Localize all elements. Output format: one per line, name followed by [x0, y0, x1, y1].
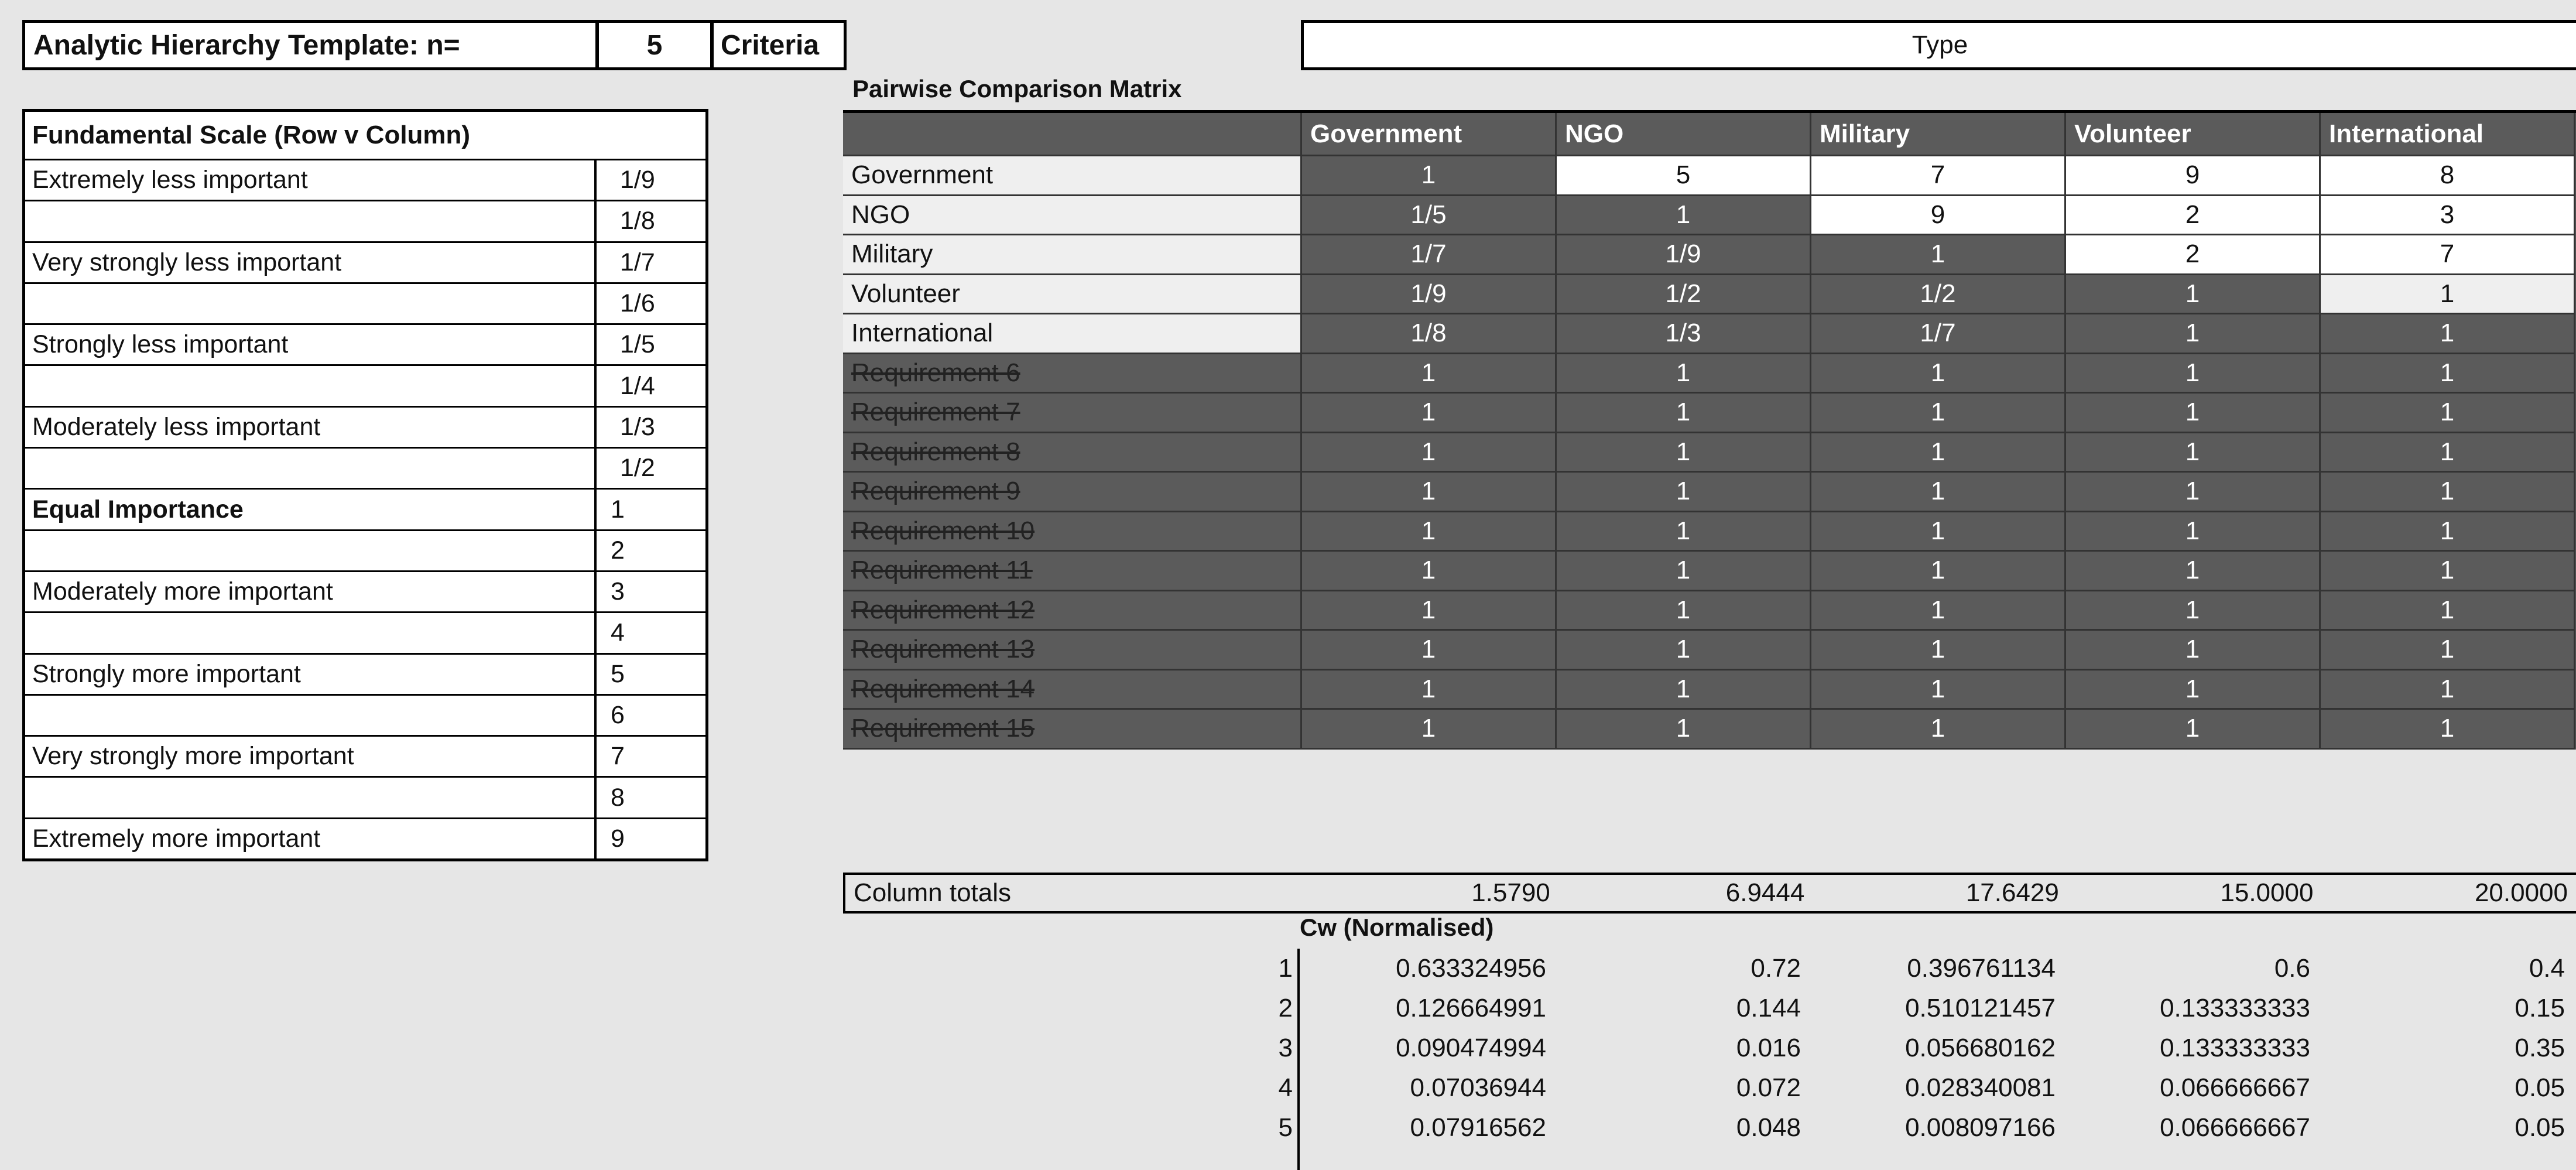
- scale-value-cell[interactable]: 8: [611, 783, 625, 812]
- matrix-cell[interactable]: 1: [1811, 235, 2066, 275]
- matrix-cell[interactable]: 1: [1302, 394, 1557, 433]
- matrix-row-label[interactable]: Requirement 8: [843, 433, 1302, 473]
- matrix-row-label[interactable]: Government: [843, 156, 1302, 196]
- scale-value-cell[interactable]: 1/5: [620, 330, 655, 359]
- scale-row: [25, 531, 705, 572]
- matrix-cell[interactable]: 3: [2321, 196, 2575, 236]
- column-totals-label[interactable]: Column totals: [854, 878, 1012, 907]
- matrix-cell[interactable]: 1/2: [1811, 275, 2066, 315]
- scale-row: [25, 160, 705, 201]
- matrix-cell[interactable]: 1: [1811, 354, 2066, 394]
- matrix-row-label[interactable]: Volunteer: [843, 275, 1302, 315]
- matrix-cell[interactable]: 8: [2321, 156, 2575, 196]
- matrix-cell[interactable]: 1: [2066, 433, 2321, 473]
- normalised-value[interactable]: 0.144: [1736, 994, 1801, 1022]
- normalised-table: [1241, 949, 2576, 1148]
- matrix-header-row: [843, 113, 2576, 156]
- n-value-cell[interactable]: [596, 20, 713, 70]
- scale-row: [25, 490, 705, 531]
- matrix-corner-cell[interactable]: [843, 113, 1302, 156]
- matrix-column-header[interactable]: Military: [1811, 113, 2066, 156]
- matrix-cell[interactable]: 1/2: [1557, 275, 1811, 315]
- criteria-label: Criteria: [721, 29, 820, 61]
- matrix-cell[interactable]: 1: [1557, 354, 1811, 394]
- matrix-cell[interactable]: 1/9: [1302, 275, 1557, 315]
- matrix-column-header[interactable]: NGO: [1557, 113, 1811, 156]
- matrix-cell[interactable]: 1: [2321, 552, 2575, 591]
- matrix-row-label[interactable]: Requirement 7: [843, 394, 1302, 433]
- matrix-cell[interactable]: 1: [1811, 631, 2066, 670]
- matrix-row-label[interactable]: Requirement 10: [843, 512, 1302, 552]
- normalised-value[interactable]: 0.05: [2515, 1113, 2565, 1142]
- matrix-cell[interactable]: 1: [2066, 275, 2321, 315]
- matrix-row-label[interactable]: Requirement 15: [843, 710, 1302, 750]
- matrix-cell[interactable]: 1: [2066, 512, 2321, 552]
- matrix-cell[interactable]: 5: [1557, 156, 1811, 196]
- matrix-cell[interactable]: 2: [2066, 235, 2321, 275]
- matrix-row: [843, 394, 2576, 433]
- scale-label-cell[interactable]: [25, 696, 597, 735]
- matrix-row: [843, 275, 2576, 315]
- matrix-cell[interactable]: 1: [2321, 433, 2575, 473]
- scale-value-cell[interactable]: 4: [611, 618, 625, 647]
- matrix-row-label[interactable]: Requirement 12: [843, 591, 1302, 631]
- scale-row: [25, 819, 705, 858]
- scale-label-cell[interactable]: Equal Importance: [25, 490, 597, 529]
- normalised-title: Cw (Normalised): [1300, 914, 1494, 941]
- matrix-cell[interactable]: 1: [1557, 473, 1811, 512]
- matrix-cell[interactable]: 1: [1557, 394, 1811, 433]
- normalised-value[interactable]: 0.048: [1736, 1113, 1801, 1142]
- matrix-row: [843, 710, 2576, 750]
- matrix-cell[interactable]: 1: [2066, 354, 2321, 394]
- column-total-value[interactable]: 17.6429: [1965, 878, 2059, 907]
- matrix-cell[interactable]: 1: [2066, 670, 2321, 710]
- matrix-cell[interactable]: 1: [2321, 314, 2575, 354]
- matrix-cell[interactable]: 1: [2066, 394, 2321, 433]
- matrix-row-label[interactable]: Requirement 13: [843, 631, 1302, 670]
- type-cell[interactable]: [1301, 20, 2576, 70]
- scale-value-cell[interactable]: 1/2: [620, 454, 655, 483]
- matrix-cell[interactable]: 1: [2321, 710, 2575, 750]
- matrix-cell[interactable]: 1: [1302, 354, 1557, 394]
- matrix-row: [843, 196, 2576, 236]
- scale-value-cell[interactable]: 1/4: [620, 371, 655, 400]
- normalised-row-index: 5: [1241, 1108, 1300, 1148]
- matrix-cell[interactable]: 1: [2321, 354, 2575, 394]
- matrix-row: [843, 552, 2576, 591]
- matrix-row-label[interactable]: Requirement 11: [843, 552, 1302, 591]
- matrix-cell[interactable]: 1: [2321, 473, 2575, 512]
- normalised-row-index: 4: [1241, 1068, 1300, 1108]
- scale-label-cell[interactable]: [25, 366, 597, 405]
- scale-value-cell[interactable]: 1: [611, 495, 625, 524]
- matrix-cell[interactable]: 1: [1557, 196, 1811, 236]
- scale-value-cell[interactable]: 1/9: [620, 166, 655, 194]
- normalised-divider: [1297, 1148, 1300, 1170]
- matrix-cell[interactable]: 1: [1811, 552, 2066, 591]
- scale-label-cell[interactable]: Moderately more important: [25, 572, 597, 611]
- matrix-cell[interactable]: 7: [1811, 156, 2066, 196]
- scale-row: [25, 778, 705, 819]
- matrix-cell[interactable]: 1: [1811, 591, 2066, 631]
- normalised-row: [1241, 1028, 2576, 1068]
- matrix-cell[interactable]: 1: [2066, 710, 2321, 750]
- normalised-value[interactable]: 0.510121457: [1905, 994, 2056, 1022]
- type-label: Type: [1912, 30, 1968, 59]
- normalised-value[interactable]: 0.133333333: [2160, 1034, 2310, 1062]
- normalised-value[interactable]: 0.07916562: [1410, 1113, 1546, 1142]
- n-value: 5: [646, 29, 663, 61]
- matrix-row-label[interactable]: Requirement 9: [843, 473, 1302, 512]
- fundamental-scale-heading[interactable]: [25, 112, 705, 160]
- scale-label-cell[interactable]: [25, 449, 597, 488]
- column-total-value[interactable]: 15.0000: [2220, 878, 2314, 907]
- scale-label-cell[interactable]: Moderately less important: [25, 408, 597, 447]
- normalised-value[interactable]: 0.07036944: [1410, 1073, 1546, 1102]
- matrix-cell[interactable]: 1: [1557, 631, 1811, 670]
- normalised-row: [1241, 988, 2576, 1028]
- matrix-row: [843, 512, 2576, 552]
- matrix-row: [843, 433, 2576, 473]
- matrix-row-label[interactable]: International: [843, 314, 1302, 354]
- normalised-value[interactable]: 0.126664991: [1396, 994, 1546, 1022]
- scale-row: [25, 613, 705, 654]
- matrix-row: [843, 631, 2576, 670]
- matrix-cell[interactable]: 1: [1811, 433, 2066, 473]
- normalised-value[interactable]: 0.633324956: [1396, 954, 1546, 983]
- normalised-row-index: 3: [1241, 1028, 1300, 1068]
- matrix-cell[interactable]: 1: [2066, 314, 2321, 354]
- scale-row: [25, 655, 705, 696]
- matrix-row: [843, 156, 2576, 196]
- scale-label-cell[interactable]: Very strongly more important: [25, 737, 597, 776]
- matrix-cell[interactable]: 1: [1811, 473, 2066, 512]
- scale-label-cell[interactable]: [25, 778, 597, 817]
- scale-label-cell[interactable]: Extremely less important: [25, 160, 597, 200]
- scale-row: [25, 284, 705, 325]
- fundamental-scale-heading-text: Fundamental Scale (Row v Column): [32, 121, 471, 149]
- template-title[interactable]: [22, 20, 598, 70]
- matrix-cell[interactable]: 1/7: [1811, 314, 2066, 354]
- matrix-cell[interactable]: 1: [1557, 710, 1811, 750]
- normalised-value[interactable]: 0.066666667: [2160, 1113, 2310, 1142]
- matrix-cell[interactable]: 1: [1811, 512, 2066, 552]
- scale-row: [25, 366, 705, 407]
- normalised-value[interactable]: 0.133333333: [2160, 994, 2310, 1022]
- scale-row: [25, 408, 705, 449]
- matrix-row-label[interactable]: Requirement 14: [843, 670, 1302, 710]
- matrix-cell[interactable]: 1: [1302, 552, 1557, 591]
- matrix-cell[interactable]: 1: [2066, 631, 2321, 670]
- matrix-cell[interactable]: 1: [2321, 275, 2575, 315]
- normalised-row: [1241, 949, 2576, 988]
- scale-value-cell[interactable]: 2: [611, 536, 625, 565]
- scale-row: [25, 572, 705, 613]
- scale-label-cell[interactable]: [25, 531, 597, 570]
- normalised-value[interactable]: 0.15: [2515, 994, 2565, 1022]
- matrix-cell[interactable]: 1/3: [1557, 314, 1811, 354]
- scale-value-cell[interactable]: 1/7: [620, 248, 655, 276]
- matrix-cell[interactable]: 1: [1811, 710, 2066, 750]
- normalised-row: [1241, 1108, 2576, 1148]
- normalised-value[interactable]: 0.072: [1736, 1073, 1801, 1102]
- matrix-cell[interactable]: 1: [2066, 591, 2321, 631]
- scale-row: [25, 325, 705, 366]
- scale-label-cell[interactable]: Strongly less important: [25, 325, 597, 364]
- pairwise-matrix-title: Pairwise Comparison Matrix: [852, 75, 1182, 102]
- matrix-column-header[interactable]: Government: [1302, 113, 1557, 156]
- scale-row: [25, 201, 705, 242]
- scale-value-cell[interactable]: 9: [611, 824, 625, 853]
- scale-value-cell[interactable]: 1/3: [620, 412, 655, 441]
- scale-value-cell[interactable]: 1/6: [620, 289, 655, 318]
- matrix-row-label[interactable]: Requirement 6: [843, 354, 1302, 394]
- matrix-cell[interactable]: 1: [1557, 433, 1811, 473]
- scale-value-cell[interactable]: 3: [611, 577, 625, 606]
- matrix-cell[interactable]: 1: [1811, 670, 2066, 710]
- matrix-cell[interactable]: 1: [2321, 512, 2575, 552]
- scale-label-cell[interactable]: [25, 613, 597, 652]
- matrix-row-label[interactable]: NGO: [843, 196, 1302, 236]
- normalised-value[interactable]: 0.008097166: [1905, 1113, 2056, 1142]
- matrix-cell[interactable]: 1: [1557, 512, 1811, 552]
- column-total-value[interactable]: 1.5790: [1471, 878, 1550, 907]
- matrix-cell[interactable]: 1: [1557, 670, 1811, 710]
- matrix-cell[interactable]: 1: [1302, 710, 1557, 750]
- scale-label-cell[interactable]: [25, 201, 597, 241]
- template-title-text: Analytic Hierarchy Template: n=: [33, 29, 460, 61]
- scale-value-cell[interactable]: 7: [611, 742, 625, 771]
- matrix-cell[interactable]: 2: [2066, 196, 2321, 236]
- normalised-value[interactable]: 0.066666667: [2160, 1073, 2310, 1102]
- matrix-row: [843, 354, 2576, 394]
- column-totals-row: [843, 873, 2576, 914]
- scale-row: [25, 243, 705, 284]
- scale-value-cell[interactable]: 5: [611, 659, 625, 688]
- matrix-row: [843, 314, 2576, 354]
- matrix-cell[interactable]: 1: [2321, 591, 2575, 631]
- scale-label-cell[interactable]: Strongly more important: [25, 655, 597, 694]
- fundamental-scale-table: [22, 109, 708, 861]
- normalised-row-index: 2: [1241, 988, 1300, 1028]
- matrix-cell[interactable]: 9: [1811, 196, 2066, 236]
- scale-row: [25, 696, 705, 737]
- matrix-cell[interactable]: 1: [1302, 433, 1557, 473]
- normalised-value[interactable]: 0.72: [1751, 954, 1801, 983]
- matrix-cell[interactable]: 1: [1302, 473, 1557, 512]
- matrix-cell[interactable]: 1: [2321, 631, 2575, 670]
- normalised-value[interactable]: 0.6: [2274, 954, 2310, 983]
- scale-row: [25, 449, 705, 490]
- matrix-column-header[interactable]: International: [2321, 113, 2575, 156]
- matrix-cell[interactable]: 1: [1302, 591, 1557, 631]
- normalised-value[interactable]: 0.056680162: [1905, 1034, 2056, 1062]
- matrix-cell[interactable]: 7: [2321, 235, 2575, 275]
- matrix-row: [843, 473, 2576, 512]
- matrix-row: [843, 591, 2576, 631]
- normalised-row-index: 1: [1241, 949, 1300, 988]
- matrix-cell[interactable]: 1: [2321, 670, 2575, 710]
- normalised-row: [1241, 1068, 2576, 1108]
- matrix-cell[interactable]: 1: [1302, 512, 1557, 552]
- scale-label-cell[interactable]: [25, 284, 597, 323]
- matrix-cell[interactable]: 1/8: [1302, 314, 1557, 354]
- column-total-value[interactable]: 6.9444: [1725, 878, 1805, 907]
- matrix-cell[interactable]: 1/7: [1302, 235, 1557, 275]
- normalised-value[interactable]: 0.090474994: [1396, 1034, 1546, 1062]
- matrix-cell[interactable]: 1: [2066, 552, 2321, 591]
- normalised-value[interactable]: 0.396761134: [1907, 954, 2056, 983]
- matrix-cell[interactable]: 1: [1811, 394, 2066, 433]
- matrix-cell[interactable]: 1: [1302, 670, 1557, 710]
- normalised-value[interactable]: 0.028340081: [1905, 1073, 2056, 1102]
- criteria-cell[interactable]: [711, 20, 847, 70]
- scale-label-cell[interactable]: Extremely more important: [25, 819, 597, 858]
- matrix-column-header[interactable]: Volunteer: [2066, 113, 2321, 156]
- scale-value-cell[interactable]: 6: [611, 701, 625, 729]
- matrix-cell[interactable]: 1: [1557, 552, 1811, 591]
- normalised-value[interactable]: 0.4: [2529, 954, 2565, 983]
- matrix-row-label[interactable]: Military: [843, 235, 1302, 275]
- matrix-cell[interactable]: 1: [2321, 394, 2575, 433]
- matrix-row: [843, 235, 2576, 275]
- matrix-cell[interactable]: 1: [1557, 591, 1811, 631]
- scale-label-cell[interactable]: Very strongly less important: [25, 243, 597, 282]
- matrix-cell[interactable]: 1/5: [1302, 196, 1557, 236]
- normalised-value[interactable]: 0.35: [2515, 1034, 2565, 1062]
- matrix-cell[interactable]: 1: [2066, 473, 2321, 512]
- scale-row: [25, 737, 705, 778]
- normalised-value[interactable]: 0.016: [1736, 1034, 1801, 1062]
- matrix-row: [843, 670, 2576, 710]
- matrix-cell[interactable]: 1/9: [1557, 235, 1811, 275]
- column-total-value[interactable]: 20.0000: [2474, 878, 2568, 907]
- scale-value-cell[interactable]: 1/8: [620, 207, 655, 235]
- matrix-cell[interactable]: 1: [1302, 631, 1557, 670]
- normalised-value[interactable]: 0.05: [2515, 1073, 2565, 1102]
- matrix-cell[interactable]: 9: [2066, 156, 2321, 196]
- matrix-cell[interactable]: 1: [1302, 156, 1557, 196]
- pairwise-comparison-matrix: [843, 110, 2576, 750]
